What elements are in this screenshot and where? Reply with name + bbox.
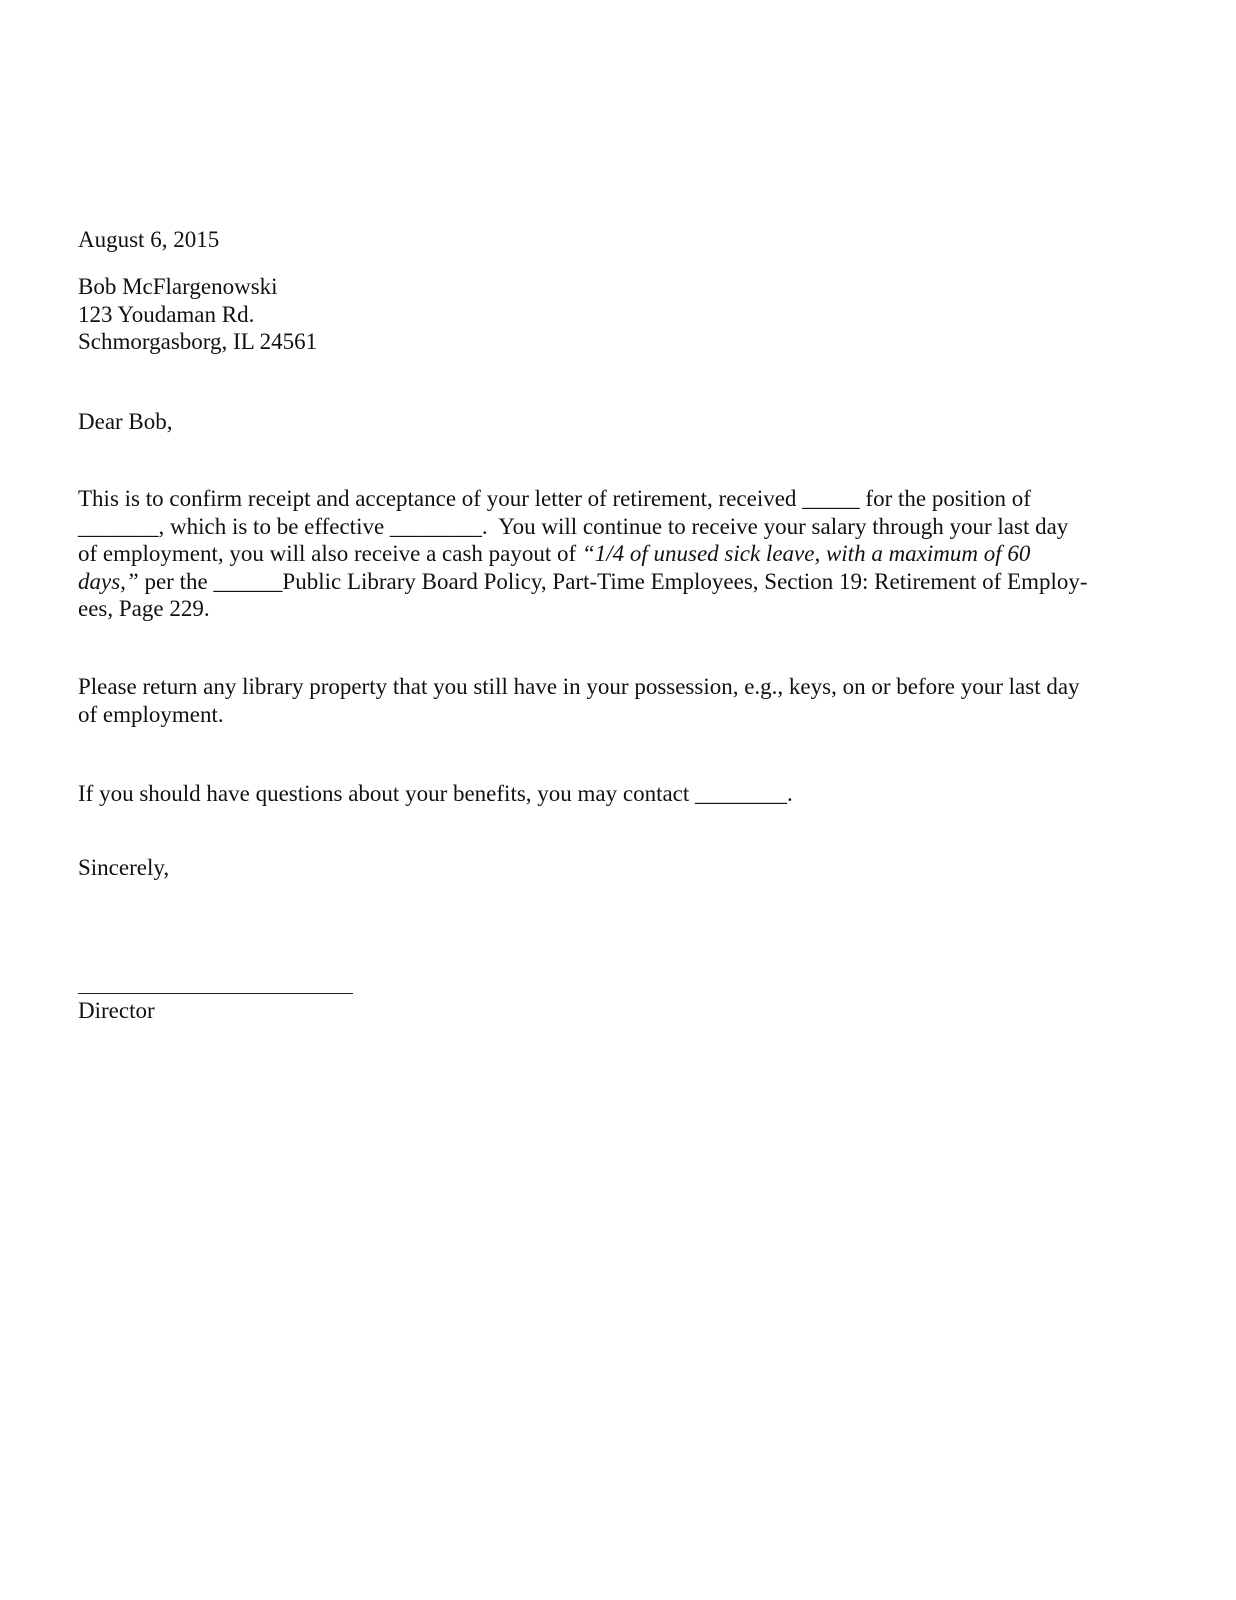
paragraph1-line4 (78, 568, 1138, 596)
paragraph-return-property (78, 673, 1138, 728)
paragraph2-line1: Please return any library property that you still have in your possession, e.g., keys, on or before your last day (78, 674, 1080, 699)
sick-leave-quote-part1: “1/4 of unused sick leave, with a maximum of 60 (581, 541, 1031, 566)
paragraph1-line3 (78, 540, 1138, 568)
signature-title-text: Director (78, 998, 155, 1023)
recipient-name: Bob McFlargenowski (78, 274, 278, 299)
signature-line (78, 993, 353, 994)
closing-text: Sincerely, (78, 855, 170, 880)
paragraph-confirmation (78, 485, 1138, 623)
paragraph-benefits-contact (78, 780, 1138, 808)
signature-title (78, 997, 1138, 1025)
policy-reference: per the ______Public Library Board Policy, Part-Time Employees, Section 19: Retirement of Employ- (138, 568, 1088, 594)
paragraph1-line2: _______, which is to be effective ________. You will continue to receive your salary through your last day (78, 513, 1069, 539)
paragraph1-line3-start: of employment, you will also receive a cash payout of (78, 541, 582, 566)
salutation (78, 408, 1138, 436)
letter-date (78, 226, 1138, 254)
recipient-city: Schmorgasborg, IL 24561 (78, 329, 318, 354)
recipient-street: 123 Youdaman Rd. (78, 301, 255, 327)
salutation-text: Dear Bob, (78, 409, 173, 434)
paragraph1-line1: This is to confirm receipt and acceptance of your letter of retirement, received _____ for the position of (78, 486, 1031, 511)
sick-leave-quote-part2: days,” (78, 568, 139, 594)
paragraph1-line5: ees, Page 229. (78, 596, 210, 621)
recipient-address (78, 273, 1138, 356)
date-text: August 6, 2015 (78, 227, 220, 252)
paragraph2-line2: of employment. (78, 701, 224, 727)
closing (78, 854, 1138, 882)
paragraph3-text: If you should have questions about your benefits, you may contact ________. (78, 781, 793, 806)
